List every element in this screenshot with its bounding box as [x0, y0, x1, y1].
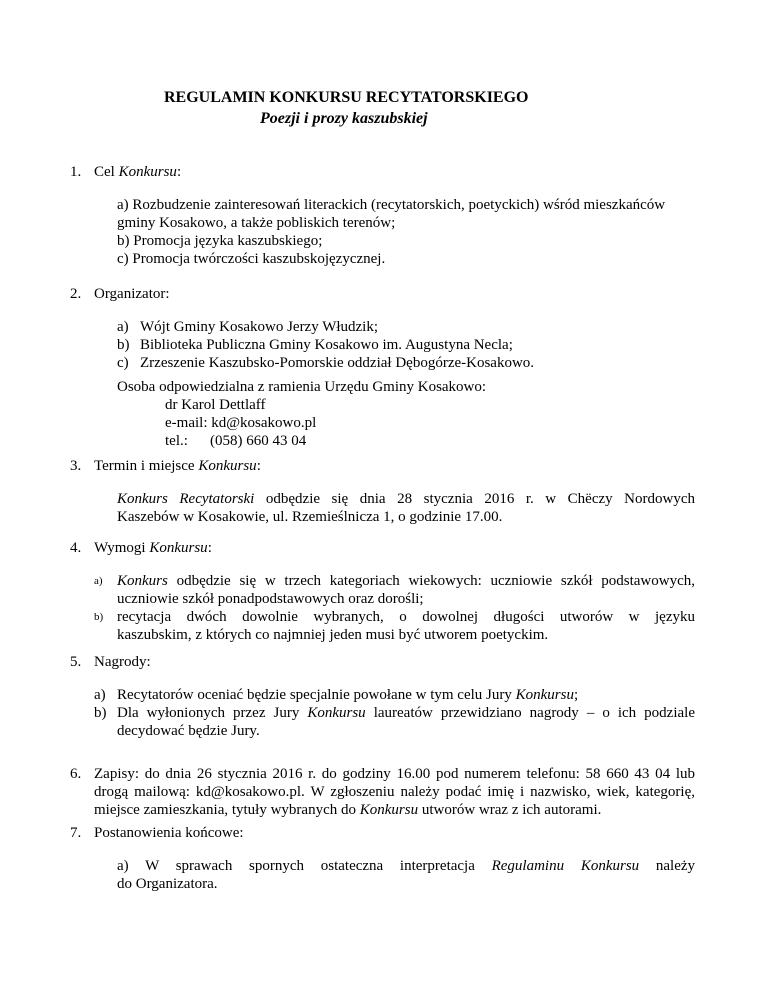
list-item: c) Promocja twórczości kaszubskojęzycznej.: [117, 251, 386, 267]
list-item: gminy Kosakowo, a także pobliskich terenów;: [117, 215, 396, 231]
list-item: a) Konkurs odbędzie się w trzech kategoriach wiekowych: uczniowie szkół podstawowych, uczniowie szkół ponadpodstawowych oraz dorośli;: [94, 573, 695, 607]
list-item: b) Promocja języka kaszubskiego;: [117, 233, 323, 249]
section-2-list: [117, 318, 695, 372]
document-title: REGULAMIN KONKURSU RECYTATORSKIEGO: [164, 89, 529, 106]
section-5-list: [94, 686, 695, 740]
list-item: a) Recytatorów oceniać będzie specjalnie powołane w tym celu Jury Konkursu;: [94, 687, 579, 703]
section-1-list: [117, 196, 695, 268]
list-item: a) Rozbudzenie zainteresowań literackich (recytatorskich, poetyckich) wśród mieszkańców: [117, 197, 666, 213]
list-item: a) Wójt Gminy Kosakowo Jerzy Włudzik;: [117, 319, 379, 335]
section-4-heading: 4. Wymogi Konkursu:: [70, 540, 212, 556]
section-7-heading: 7. Postanowienia końcowe:: [70, 825, 244, 841]
section-4-list: [94, 572, 695, 644]
contact-name: dr Karol Dettlaff: [165, 397, 266, 413]
section-3-body: Konkurs Recytatorski odbędzie się dnia 28 stycznia 2016 r. w Chëczy Nordowych Kaszebów w Kosakowie, ul. Rzemieślnicza 1, o godzinie 17.00.: [117, 491, 695, 525]
section-5-heading: 5. Nagrody:: [70, 654, 151, 670]
list-item: b) Biblioteka Publiczna Gminy Kosakowo im. Augustyna Necla;: [117, 337, 513, 353]
list-item: b) recytacja dwóch dowolnie wybranych, o dowolnej długości utworów w języku kaszubskim, z których co najmniej jeden musi być utworem poetyckim.: [94, 609, 695, 643]
contact-phone: tel.: (058) 660 43 04: [165, 433, 307, 449]
contact-intro: Osoba odpowiedzialna z ramienia Urzędu Gminy Kosakowo:: [117, 379, 487, 395]
list-item: c) Zrzeszenie Kaszubsko-Pomorskie oddział Dębogórze-Kosakowo.: [117, 355, 535, 371]
contact-email: e-mail: kd@kosakowo.pl: [165, 415, 317, 431]
section-6: 6. Zapisy: do dnia 26 stycznia 2016 r. do godziny 16.00 pod numerem telefonu: 58 660 43 04 lub drogą mailową: kd@kosakowo.pl. W zgłoszeniu należy podać imię i nazwisko, wiek, kategorię, miejsce zamieszkania, tytuły wybranych do Konkursu utworów wraz z ich autorami.: [70, 766, 695, 818]
section-7-body: a) W sprawach spornych ostateczna interpretacja Regulaminu Konkursu należy do Organizatora.: [117, 858, 696, 892]
section-1-heading: 1. Cel Konkursu:: [70, 164, 182, 180]
section-3-heading: 3. Termin i miejsce Konkursu:: [70, 458, 261, 474]
document-subtitle: Poezji i prozy kaszubskiej: [260, 110, 428, 127]
section-2-heading: 2. Organizator:: [70, 286, 170, 302]
list-item: b) Dla wyłonionych przez Jury Konkursu laureatów przewidziano nagrody – o ich podziale decydować będzie Jury.: [94, 705, 695, 739]
